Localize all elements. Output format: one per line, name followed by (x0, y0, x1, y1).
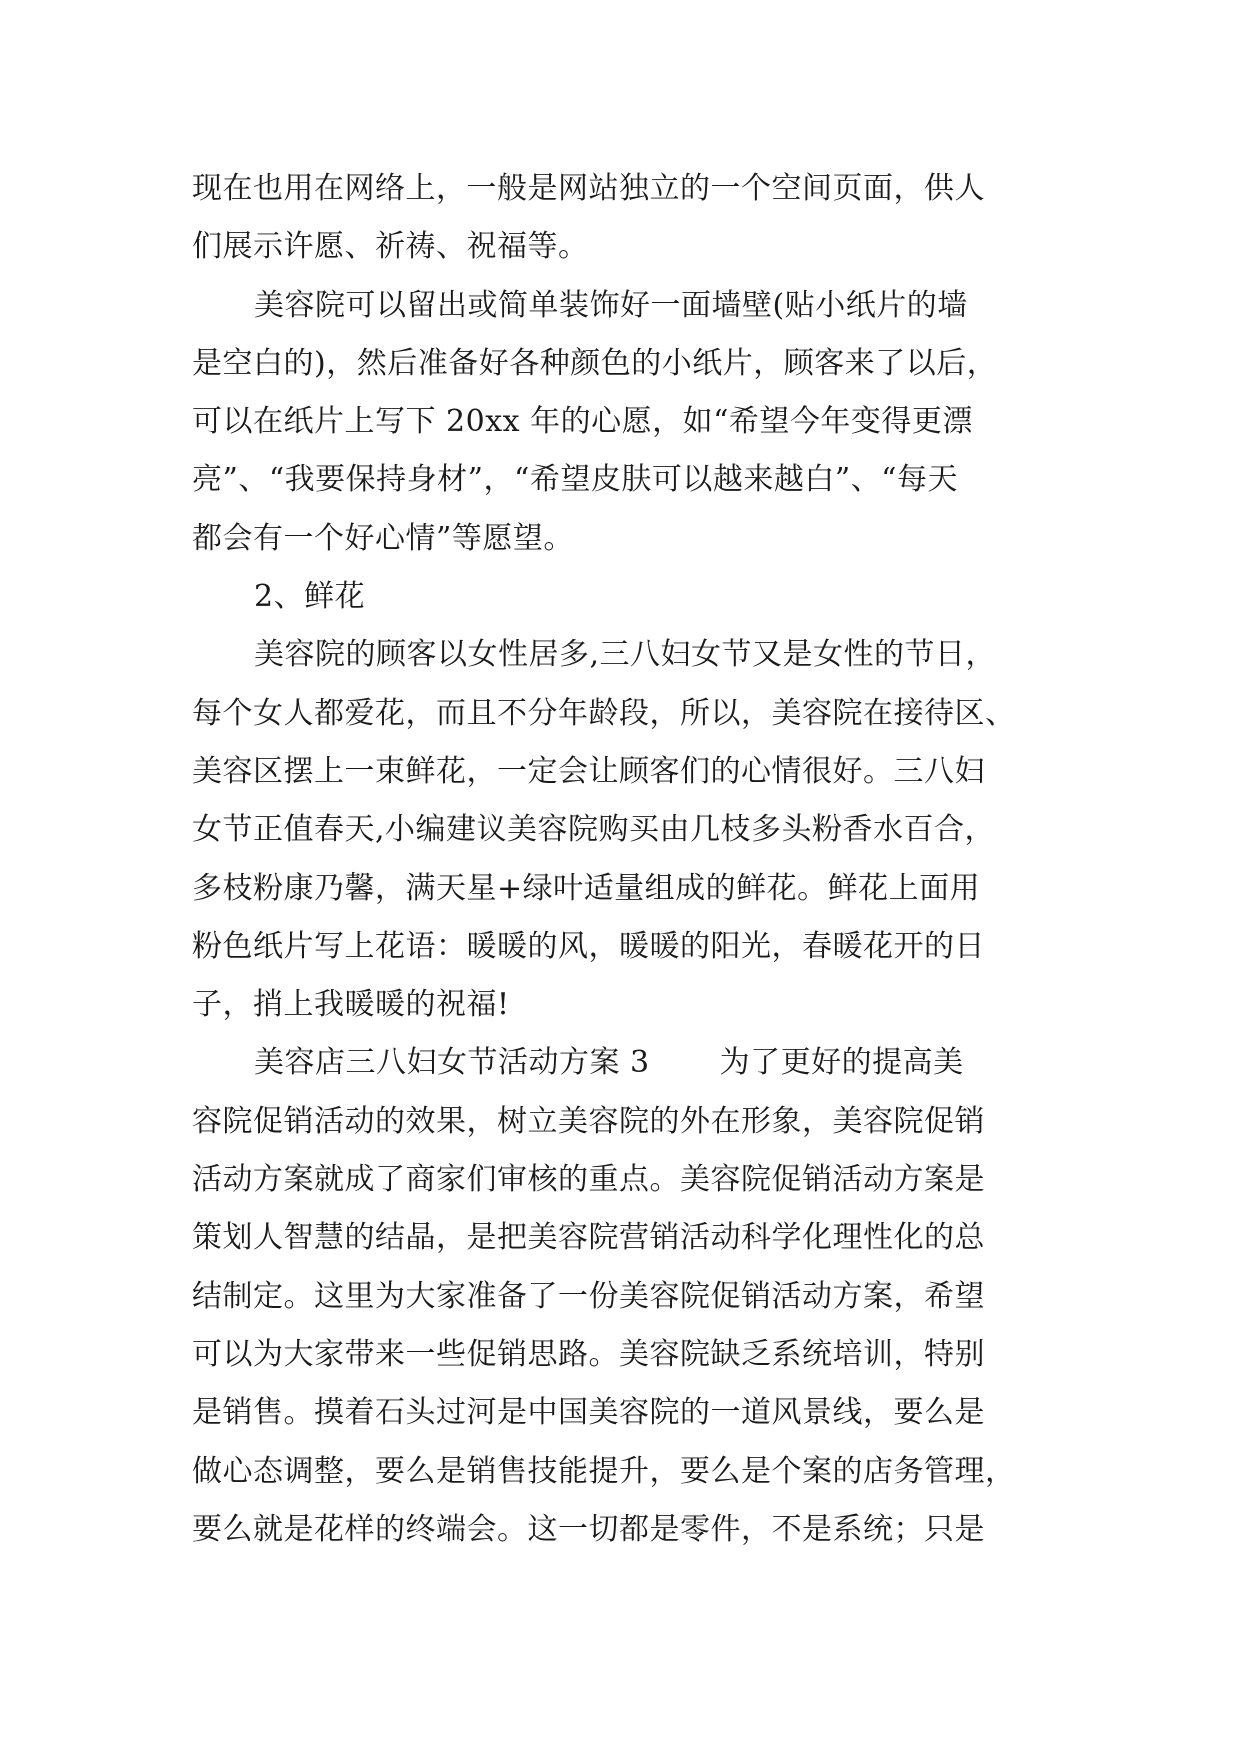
paragraph-line: 结制定。这里为大家准备了一份美容院促销活动方案，希望 (192, 1278, 985, 1314)
paragraph-line: 亮”、“我要保持身材”，“希望皮肤可以越来越白”、“每天 (192, 462, 959, 498)
paragraph-line: 活动方案就成了商家们审核的重点。美容院促销活动方案是 (192, 1162, 985, 1198)
paragraph-start: 为了更好的提高美 (719, 1045, 964, 1081)
section-title: 美容店三八妇女节活动方案 3 (254, 1045, 650, 1081)
document-body (192, 160, 1052, 1559)
paragraph-line: 容院促销活动的效果，树立美容院的外在形象，美容院促销 (192, 1103, 985, 1139)
paragraph-line: 们展示许愿、祈祷、祝福等。 (192, 229, 589, 265)
paragraph-line: 可以在纸片上写下 20xx 年的心愿，如“希望今年变得更漂 (192, 404, 973, 440)
paragraph-line: 现在也用在网络上，一般是网站独立的一个空间页面，供人 (192, 171, 985, 206)
section-title-line (192, 1034, 1052, 1092)
paragraph-line: 是销售。摸着石头过河是中国美容院的一道风景线，要么是 (192, 1395, 985, 1431)
paragraph-line: 做心态调整，要么是销售技能提升，要么是个案的店务管理， (192, 1453, 1016, 1489)
paragraph-line: 多枝粉康乃馨，满天星+绿叶适量组成的鲜花。鲜花上面用 (192, 870, 981, 906)
paragraph-line: 每个女人都爱花，而且不分年龄段，所以，美容院在接待区、 (192, 695, 1016, 731)
paragraph-line: 要么就是花样的终端会。这一切都是零件，不是系统；只是 (192, 1511, 985, 1547)
paragraph-line: 女节正值春天,小编建议美容院购买由几枝多头粉香水百合， (192, 812, 996, 848)
paragraph-line: 美容院可以留出或简单装饰好一面墙壁(贴小纸片的墙 (254, 287, 968, 323)
paragraph-line: 可以为大家带来一些促销思路。美容院缺乏系统培训，特别 (192, 1336, 985, 1372)
section-heading: 2、鲜花 (254, 579, 366, 615)
paragraph-line: 美容院的顾客以女性居多,三八妇女节又是女性的节日， (254, 637, 997, 673)
paragraph-line: 粉色纸片写上花语：暖暖的风，暖暖的阳光，春暖花开的日 (192, 928, 985, 964)
paragraph-line: 美容区摆上一束鲜花，一定会让顾客们的心情很好。三八妇 (192, 753, 985, 789)
paragraph-line: 策划人智慧的结晶，是把美容院营销活动科学化理性化的总 (192, 1220, 985, 1256)
paragraph-line: 子，捎上我暖暖的祝福! (192, 987, 510, 1023)
paragraph-line: 都会有一个好心情”等愿望。 (192, 520, 574, 556)
paragraph-line: 是空白的)，然后准备好各种颜色的小纸片，顾客来了以后， (192, 345, 998, 381)
